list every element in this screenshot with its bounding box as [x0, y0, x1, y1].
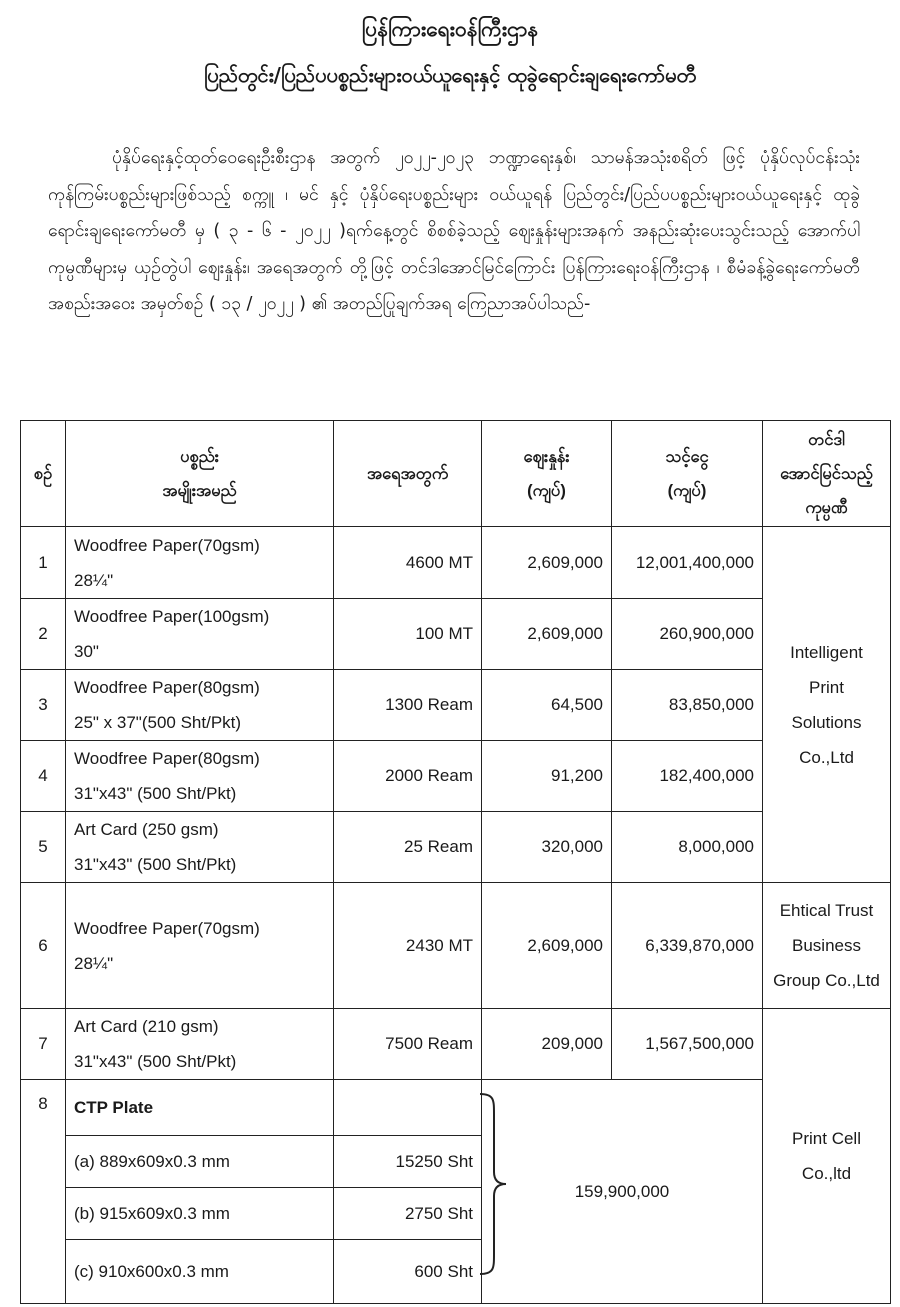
row-qty: 25 Ream: [334, 812, 482, 883]
ctp-subitem-qty: 600 Sht: [334, 1240, 482, 1304]
tender-results-table: [20, 420, 891, 1304]
supplier-line: Solutions: [791, 712, 862, 732]
header-winner-line1: တင်ဒါ: [808, 430, 845, 449]
header-price-line1: ဈေးနှုန်း: [523, 447, 570, 466]
row-no: 5: [21, 812, 66, 883]
table-row: [21, 670, 891, 741]
header-item-line2: အမျိုးအမည်: [162, 481, 237, 500]
row-no: 1: [21, 527, 66, 599]
item-spec: 25" x 37"(500 Sht/Pkt): [74, 713, 242, 732]
item-name: Woodfree Paper(70gsm): [74, 918, 260, 938]
row-no: 3: [21, 670, 66, 741]
notice-line-4: စိစစ်ခဲ့သည့် ဈေးနှုန်းများအနက် အနည်းဆုံးပေးသွင်းသည့် အောက်ပါကုမ္ပဏီများမှ ယှဉ်တွဲပါ ဈေးနှုန်း၊: [48, 221, 860, 278]
item-spec: 30": [74, 642, 99, 661]
row-item: [66, 527, 334, 599]
row-amount: 6,339,870,000: [612, 883, 763, 1009]
header-item: [66, 421, 334, 527]
notice-line-6: အစည်းအဝေး အမှတ်စဉ် ( ၁၃ / ၂၀၂၂ ) ၏ အတည်ပြုချက်အရ ကြေညာအပ်ပါသည်-: [48, 294, 591, 314]
item-name: Woodfree Paper(70gsm): [74, 535, 260, 555]
item-spec: 31"x43" (500 Sht/Pkt): [74, 855, 237, 874]
notice-line-5: အရေအတွက် တို့ဖြင့် တင်ဒါအောင်မြင်ကြောင်း ပြန်ကြားရေးဝန်ကြီးဌာန ၊ စီမံခန့်ခွဲရေးကော်မတီ: [256, 257, 860, 278]
supplier-line: Co.,ltd: [801, 1164, 852, 1183]
supplier-line: Print Cell: [792, 1129, 861, 1148]
header-winner-line3: ကုမ္ပဏီ: [805, 498, 848, 517]
ministry-heading: ပြန်ကြားရေးဝန်ကြီးဌာန: [361, 17, 539, 41]
row-price: 209,000: [482, 1009, 612, 1080]
row-price: 320,000: [482, 812, 612, 883]
header-winner: [763, 421, 891, 527]
row-qty: 2430 MT: [334, 883, 482, 1009]
curly-brace-icon: [476, 1092, 510, 1276]
row-no: 4: [21, 741, 66, 812]
row-price: 2,609,000: [482, 599, 612, 670]
notice-line-2: ဖြင့် ပုံနှိပ်လုပ်ငန်းသုံး ကုန်ကြမ်းပစ္စည်းများဖြစ်သည့် စက္ကူ ၊ မင် နှင့် ပုံနှိပ်ရေးပစ္စည်းများ ဝယ်ယူရန်: [48, 148, 860, 205]
item-spec: 31"x43" (500 Sht/Pkt): [74, 1052, 237, 1071]
row-amount: 182,400,000: [612, 741, 763, 812]
notice-line-1: ပုံနှိပ်ရေးနှင့်ထုတ်ဝေရေးဦးစီးဌာန အတွက် ၂၀၂၂-၂၀၂၃ ဘဏ္ဍာရေးနှစ်၊ သာမန်အသုံးစရိတ်: [112, 148, 709, 168]
row-amount: 1,567,500,000: [612, 1009, 763, 1080]
row-item: [66, 883, 334, 1009]
table-row: [21, 1009, 891, 1080]
row-qty: 7500 Ream: [334, 1009, 482, 1080]
table-row-ctp: [21, 1080, 891, 1136]
supplier-line: Print: [809, 677, 844, 697]
item-name: Woodfree Paper(100gsm): [74, 607, 270, 626]
table-header-row: [21, 421, 891, 527]
header-price-line2: (ကျပ်): [527, 481, 566, 500]
ctp-subitem-desc: (b) 915x609x0.3 mm: [66, 1188, 334, 1240]
header-qty: အရေအတွက်: [334, 421, 482, 527]
table-row: [21, 812, 891, 883]
row-qty: 2000 Ream: [334, 741, 482, 812]
row-no: 2: [21, 599, 66, 670]
header-amount-line2: (ကျပ်): [667, 481, 707, 500]
row-qty: 1300 Ream: [334, 670, 482, 741]
ctp-qty-empty: [334, 1080, 482, 1136]
supplier-line: Intelligent: [790, 642, 863, 662]
row-item: [66, 741, 334, 812]
header-amount: [612, 421, 763, 527]
ctp-amount-cell: [482, 1080, 763, 1304]
table-row: [21, 527, 891, 599]
row-qty: 100 MT: [334, 599, 482, 670]
row-price: 64,500: [482, 670, 612, 741]
ctp-subitem-qty: 2750 Sht: [334, 1188, 482, 1240]
header-price: [482, 421, 612, 527]
row-price: 91,200: [482, 741, 612, 812]
row-amount: 260,900,000: [612, 599, 763, 670]
row-no: 6: [21, 883, 66, 1009]
row-item: [66, 1009, 334, 1080]
table-row: [21, 599, 891, 670]
announcement-paragraph: [48, 140, 860, 323]
ctp-subitem-qty: 15250 Sht: [334, 1136, 482, 1188]
row-amount: 83,850,000: [612, 670, 763, 741]
row-item: [66, 599, 334, 670]
supplier-intelligent-print: [763, 527, 891, 883]
item-name: Art Card (250 gsm): [74, 820, 219, 839]
row-no: 7: [21, 1009, 66, 1080]
item-spec: 28¼": [74, 953, 114, 973]
item-name: Woodfree Paper(80gsm): [74, 678, 260, 697]
ctp-subitem-desc: (a) 889x609x0.3 mm: [66, 1136, 334, 1188]
ctp-amount: 159,900,000: [574, 1181, 670, 1201]
table-row: [21, 741, 891, 812]
notice-line-3: ပြည်တွင်း/ပြည်ပပစ္စည်းများဝယ်ယူရေးနှင့် ထုခွဲရောင်းချရေးကော်မတီ မှ ( ၃ - ၆ - ၂၀၂၂ )ရက်နေ့တွင်: [48, 184, 860, 241]
item-spec: 31"x43" (500 Sht/Pkt): [74, 784, 237, 803]
supplier-ethical-trust: [763, 883, 891, 1009]
item-spec: 28¼": [74, 570, 114, 590]
table-row: [21, 883, 891, 1009]
header-item-line1: ပစ္စည်း: [180, 447, 219, 466]
row-no: 8: [21, 1080, 66, 1304]
supplier-line: Group Co.,Ltd: [773, 971, 880, 990]
row-price: 2,609,000: [482, 883, 612, 1009]
header-no: စဉ်: [21, 421, 66, 527]
supplier-line: Co.,Ltd: [799, 747, 854, 767]
item-name: Woodfree Paper(80gsm): [74, 749, 260, 768]
row-amount: 12,001,400,000: [612, 527, 763, 599]
row-price: 2,609,000: [482, 527, 612, 599]
row-qty: 4600 MT: [334, 527, 482, 599]
supplier-print-cell: [763, 1009, 891, 1304]
ctp-subitem-desc: (c) 910x600x0.3 mm: [66, 1240, 334, 1304]
supplier-line: Business: [792, 936, 861, 955]
header-winner-line2: အောင်မြင်သည့်: [780, 464, 873, 483]
item-name: Art Card (210 gsm): [74, 1017, 219, 1036]
supplier-line: Ehtical Trust: [779, 901, 874, 920]
header-amount-line1: သင့်ငွေ: [665, 447, 709, 466]
committee-heading: ပြည်တွင်း/ပြည်ပပစ္စည်းများဝယ်ယူရေးနှင့် ထုခွဲရောင်းချရေးကော်မတီ: [203, 63, 697, 87]
ctp-title: CTP Plate: [66, 1080, 334, 1136]
row-item: [66, 670, 334, 741]
row-item: [66, 812, 334, 883]
row-amount: 8,000,000: [612, 812, 763, 883]
